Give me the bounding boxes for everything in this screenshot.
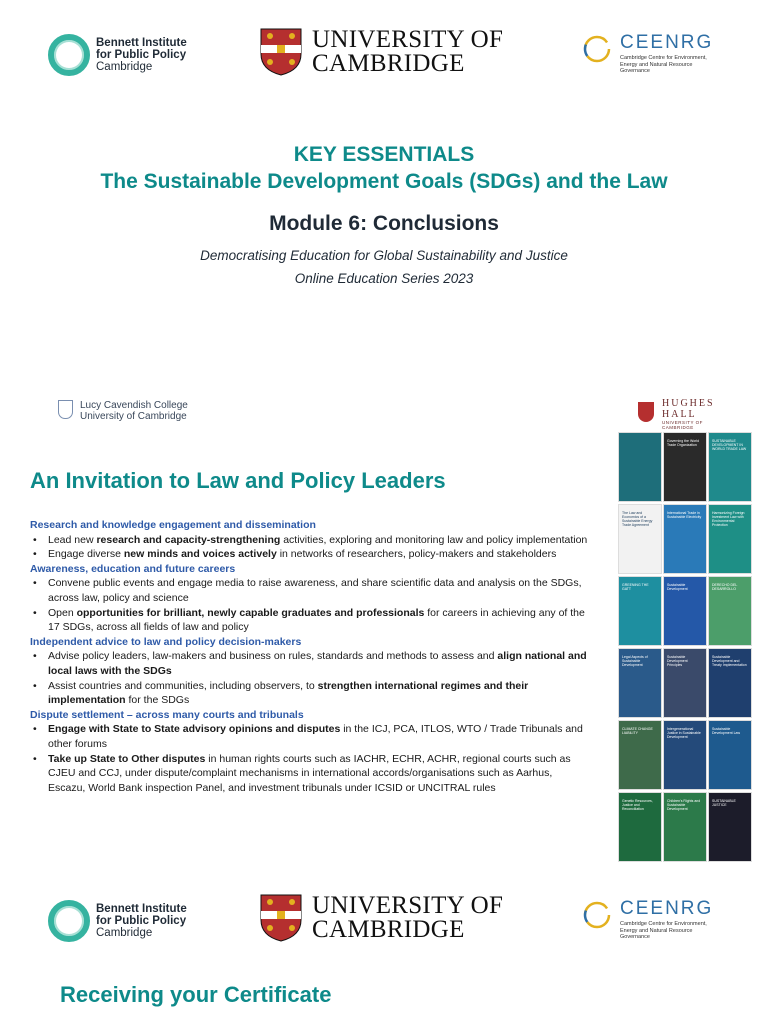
subtitle-line1: Democratising Education for Global Sustainability and Justice [200, 248, 568, 263]
subtitle-line2: Online Education Series 2023 [294, 271, 474, 286]
hughes-hall-logo [638, 398, 728, 428]
ceenrg-sub-line1: Cambridge Centre for Environment, [620, 55, 707, 61]
bennett-line3: Cambridge [96, 61, 153, 73]
bennett-line3: Cambridge [96, 927, 153, 939]
bullet-item [30, 649, 590, 678]
book-title: SUSTAINABLE JUSTICE [712, 799, 736, 807]
ceenrg-logo [582, 32, 732, 76]
bullet-item [30, 576, 590, 605]
book-title: Genetic Resources, Justice and Reconciliation [622, 799, 653, 811]
book-cover [663, 576, 707, 646]
bennett-line2: for Public Policy [96, 915, 187, 927]
section-heading: Research and knowledge engagement and dissemination [30, 519, 316, 531]
bullet-item [30, 533, 590, 548]
bullet-post-text: in the ICJ, PCA, ITLOS, WTO / Trade Tribunals and other forums [48, 723, 583, 750]
ceenrg-logo [582, 898, 732, 942]
bullet-bold-text: new minds and voices actively [123, 548, 277, 561]
cambridge-logo [260, 28, 520, 78]
book-title: DERECHO DEL DESARROLLO [712, 583, 738, 591]
bullet-item [30, 606, 590, 635]
bullet-pre-text: Lead new [48, 533, 97, 546]
book-title: Legal Aspects of Sustainable Development [622, 655, 648, 667]
bennett-institute-logo [48, 900, 208, 944]
bullet-post-text: for the SDGs [125, 694, 190, 707]
bullet-item [30, 752, 590, 796]
book-title: Sustainable Development Principles [667, 655, 688, 667]
book-title: The Law and Economics of a Sustainable Energy Trade Agreement [622, 511, 653, 527]
book-cover [708, 720, 752, 790]
book-cover [708, 648, 752, 718]
book-title: SUSTAINABLE DEVELOPMENT IN WORLD TRADE LAW [712, 439, 747, 451]
hughes-line2: HALL [662, 409, 697, 420]
lucy-shield-icon [58, 400, 73, 419]
bullet-bold-text: align national and local laws with the SDGs [48, 650, 587, 677]
book-title: CLIMATE CHANGE LIABILITY [622, 727, 653, 735]
invitation-heading: An Invitation to Law and Policy Leaders [30, 468, 446, 493]
book-covers-grid [618, 432, 754, 864]
section-heading: Independent advice to law and policy decision-makers [30, 635, 302, 648]
bullet-bold-text: strengthen international regimes and their implementation [48, 679, 529, 707]
bullet-pre-text: Convene public events and engage media to raise awareness, and share scientific data and analysis on the SDGs, across law, policy and science [48, 577, 582, 604]
book-cover [708, 432, 752, 502]
bennett-line1: Bennett Institute [96, 903, 187, 915]
cambridge-logo [260, 894, 520, 944]
bullet-item [30, 722, 590, 751]
bennett-ring-icon [48, 900, 90, 942]
hughes-line3: UNIVERSITY OF CAMBRIDGE [662, 420, 703, 430]
logo-bar-2 [0, 894, 768, 954]
certificate-slide [0, 870, 768, 1024]
bullet-item [30, 547, 590, 562]
ceenrg-sub-line2: Energy and Natural Resource Governance [620, 927, 693, 940]
key-essentials-title: KEY ESSENTIALS [293, 143, 475, 166]
book-title: Governing the World Trade Organization [667, 439, 700, 447]
book-title: International Trade in Sustainable Electricity [667, 511, 702, 519]
book-title: Intergenerational Justice in Sustainable Development [667, 727, 701, 739]
ceenrg-name: CEENRG [620, 32, 714, 53]
book-cover [708, 504, 752, 574]
cambridge-shield-icon [260, 894, 302, 942]
bullet-post-text: in human rights courts such as IACHR, ECHR, ACHR, regional courts such as CJEU and CCJ, under dispute/complaint mechanisms in international accords/organisations such as Aarhus, Escazu, World Bank inspection Panel, and investment tribunals under ICSID or UNCITRAL rules [48, 752, 571, 794]
ceenrg-sub-line1: Cambridge Centre for Environment, [620, 921, 707, 927]
bennett-institute-logo [48, 34, 208, 78]
book-cover [708, 792, 752, 862]
book-title: Sustainable Development and Treaty Implementation [712, 655, 747, 667]
book-title: Children's Rights and Sustainable Development [667, 799, 701, 811]
bennett-line2: for Public Policy [96, 49, 187, 61]
book-cover [618, 504, 662, 574]
certificate-heading: Receiving your Certificate [60, 982, 332, 1007]
book-cover [618, 648, 662, 718]
sdgs-law-title: The Sustainable Development Goals (SDGs) and the Law [100, 170, 668, 193]
book-title: Sustainable Development Law [712, 727, 741, 735]
invitation-slide [0, 380, 768, 860]
lucy-line1: Lucy Cavendish College [80, 400, 188, 411]
logo-bar [0, 28, 768, 88]
bullet-post-text: for careers in achieving any of the 17 SDGs, across all fields of law and policy [48, 606, 585, 634]
book-cover [663, 432, 707, 502]
bullet-bold-text: opportunities for brilliant, newly capable graduates and professionals [76, 606, 425, 619]
book-cover [618, 720, 662, 790]
cambridge-shield-icon [260, 28, 302, 76]
bullet-pre-text: Advise policy leaders, law-makers and business on rules, standards and methods to assess and [48, 650, 498, 663]
book-title: Sustainable Development [667, 583, 688, 591]
book-cover [618, 576, 662, 646]
cambridge-line1: UNIVERSITY OF [312, 26, 504, 53]
hughes-shield-icon [638, 402, 654, 422]
bullet-pre-text: Assist countries and communities, including observers, to [48, 679, 318, 692]
bullet-pre-text: Engage diverse [48, 548, 124, 561]
book-cover [618, 432, 662, 502]
bullet-item [30, 679, 590, 708]
bennett-ring-icon [48, 34, 90, 76]
bullet-bold-text: Take up State to Other disputes [48, 752, 206, 765]
book-cover [663, 504, 707, 574]
lucy-line2: University of Cambridge [80, 411, 187, 422]
ceenrg-ring-icon [582, 900, 612, 930]
book-cover [663, 720, 707, 790]
ceenrg-ring-icon [582, 34, 612, 64]
invitation-content [30, 518, 590, 795]
bullet-bold-text: research and capacity-strengthening [96, 533, 281, 546]
book-cover [663, 792, 707, 862]
section-heading: Awareness, education and future careers [30, 562, 236, 575]
bullet-post-text: in networks of researchers, policy-makers and stakeholders [276, 548, 557, 561]
hughes-line1: HUGHES [662, 398, 715, 409]
cambridge-line2: CAMBRIDGE [312, 50, 465, 77]
section-heading: Dispute settlement – across many courts and tribunals [30, 708, 304, 721]
lucy-cavendish-logo [58, 400, 198, 426]
module-title: Module 6: Conclusions [269, 212, 499, 235]
bullet-post-text: activities, exploring and monitoring law and policy implementation [280, 533, 588, 546]
title-slide [0, 0, 768, 370]
bullet-bold-text: Engage with State to State advisory opinions and disputes [48, 723, 341, 736]
book-cover [708, 576, 752, 646]
book-title: GREENING THE GATT [622, 583, 649, 591]
book-title: Harmonizing Foreign Investment Law with Environmental Protection [712, 511, 745, 527]
cambridge-line1: UNIVERSITY OF [312, 892, 504, 919]
bennett-line1: Bennett Institute [96, 37, 187, 49]
cambridge-line2: CAMBRIDGE [312, 916, 465, 943]
book-cover [663, 648, 707, 718]
ceenrg-sub-line2: Energy and Natural Resource Governance [620, 61, 693, 74]
ceenrg-name: CEENRG [620, 898, 714, 919]
book-cover [618, 792, 662, 862]
bullet-pre-text: Open [48, 606, 77, 619]
